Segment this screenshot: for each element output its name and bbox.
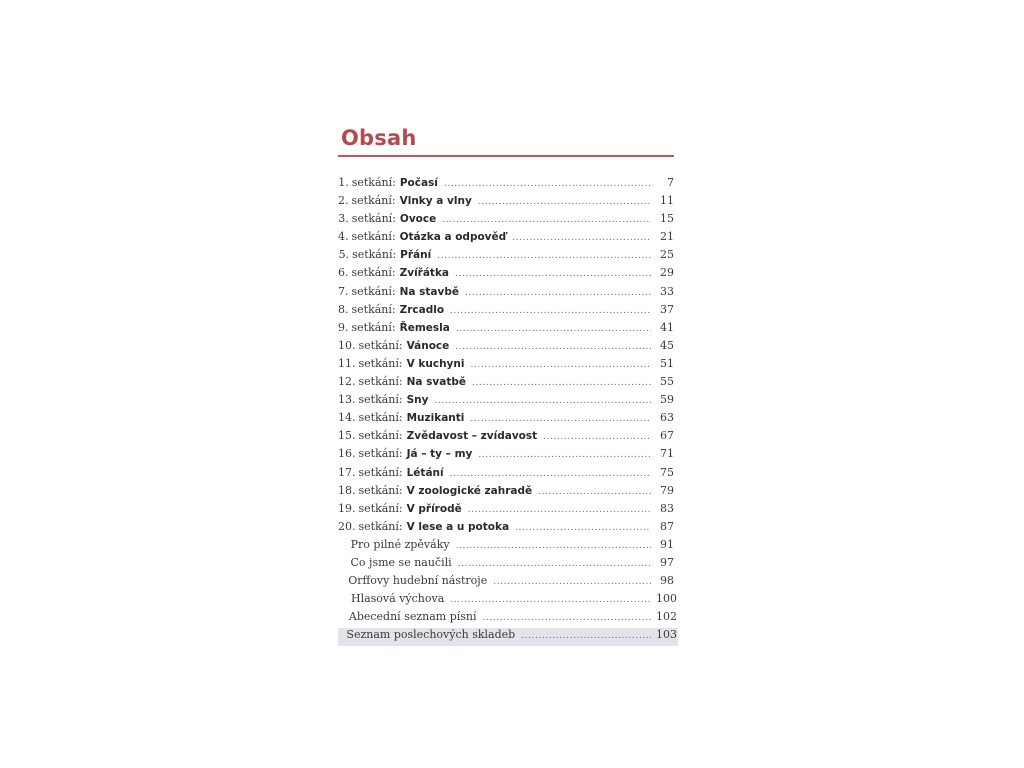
toc-entry[interactable] [338, 466, 678, 484]
entry-title: Vánoce [406, 339, 450, 352]
entry-title: Ovoce [399, 213, 437, 226]
toc-entry[interactable] [338, 194, 678, 212]
entry-prefix: setkání: [358, 393, 403, 407]
entry-page: 41 [660, 320, 674, 334]
entry-number: 13. [338, 393, 356, 407]
entry-number: 6. [338, 266, 349, 280]
entry-prefix: setkání: [352, 248, 397, 262]
entry-page: 75 [660, 465, 674, 479]
dot-leader [521, 631, 651, 641]
entry-page: 59 [660, 393, 674, 407]
entry-page: 37 [660, 302, 674, 316]
entry-prefix: setkání: [358, 447, 403, 461]
entry-title: Co jsme se naučili [350, 555, 452, 569]
entry-prefix: setkání: [351, 194, 396, 208]
toc-entry[interactable] [338, 393, 678, 411]
entry-title: V přírodě [406, 502, 462, 515]
entry-page: 97 [660, 555, 674, 569]
entry-page: 33 [660, 284, 674, 298]
entry-title: Zrcadlo [399, 303, 445, 316]
entry-page: 29 [660, 266, 674, 280]
toc-entry[interactable] [338, 502, 678, 520]
entry-page: 15 [660, 212, 674, 226]
entry-page: 7 [667, 176, 674, 189]
entry-number: 2. [338, 194, 349, 208]
entry-page: 25 [660, 248, 674, 262]
entry-page: 11 [660, 194, 674, 208]
entry-prefix: setkání: [358, 338, 403, 352]
entry-page: 51 [660, 356, 674, 370]
entry-title: Přání [400, 249, 432, 262]
dot-leader [450, 469, 651, 479]
toc-entry[interactable] [338, 484, 678, 502]
toc-entry[interactable] [338, 429, 678, 447]
toc-entry[interactable] [338, 447, 678, 465]
table-of-contents [338, 124, 678, 642]
toc-entry-appendix[interactable] [338, 628, 678, 646]
entry-prefix: setkání: [351, 302, 396, 316]
entry-title: Počasí [399, 177, 438, 189]
toc-entry-appendix[interactable] [338, 592, 678, 610]
dot-leader [444, 179, 651, 189]
entry-number: 12. [338, 375, 356, 389]
entry-title: Létání [406, 466, 444, 479]
entry-page: 87 [660, 519, 674, 533]
entry-prefix: setkání: [351, 176, 396, 189]
entry-title: Na svatbě [406, 376, 466, 389]
dot-leader [455, 342, 651, 352]
entry-number: 20. [338, 519, 356, 533]
entry-number: 9. [338, 320, 349, 334]
toc-entry[interactable] [338, 321, 678, 339]
toc-entry[interactable] [338, 266, 678, 284]
dot-leader [456, 324, 651, 334]
toc-entry[interactable] [338, 411, 678, 429]
title-rule [338, 155, 674, 157]
dot-leader [493, 577, 651, 587]
entry-title: Hlasová výchova [350, 592, 445, 606]
toc-entry[interactable] [338, 339, 678, 357]
dot-leader [450, 595, 651, 605]
dot-leader [458, 559, 651, 569]
dot-leader [515, 523, 651, 533]
entry-page: 100 [656, 592, 677, 606]
entry-prefix: setkání: [358, 429, 403, 443]
dot-leader [456, 541, 651, 551]
entry-title: Seznam poslechových skladeb [346, 628, 516, 642]
entry-number: 15. [338, 429, 356, 443]
entry-title: Já – ty – my [406, 448, 473, 461]
entry-number: 3. [338, 212, 349, 226]
toc-entry[interactable] [338, 248, 678, 266]
entry-number: 7. [338, 284, 349, 298]
toc-entry[interactable] [338, 357, 678, 375]
entry-title: Zvědavost – zvídavost [406, 430, 538, 443]
dot-leader [442, 215, 651, 225]
entry-page: 102 [656, 610, 677, 624]
entry-prefix: setkání: [351, 284, 396, 298]
entry-prefix: setkání: [358, 465, 403, 479]
entry-prefix: setkání: [358, 375, 403, 389]
entry-number: 1. [338, 176, 349, 189]
toc-entry[interactable] [338, 285, 678, 303]
toc-entry-appendix[interactable] [338, 574, 678, 592]
toc-entry[interactable] [338, 520, 678, 538]
entry-prefix: setkání: [358, 483, 403, 497]
entry-prefix: setkání: [351, 266, 396, 280]
toc-entry[interactable] [338, 375, 678, 393]
dot-leader [450, 306, 651, 316]
entry-title: Na stavbě [399, 285, 459, 298]
dot-leader [512, 233, 651, 243]
entry-page: 71 [660, 447, 674, 461]
entry-page: 21 [660, 230, 674, 244]
dot-leader [465, 288, 651, 298]
entry-number: 4. [338, 230, 349, 244]
entry-number: 11. [338, 356, 356, 370]
entry-prefix: setkání: [358, 519, 403, 533]
entry-prefix: setkání: [358, 501, 403, 515]
toc-entry[interactable] [338, 303, 678, 321]
entry-number: 14. [338, 411, 356, 425]
entry-prefix: setkání: [358, 356, 403, 370]
entry-page: 55 [660, 375, 674, 389]
entry-page: 63 [660, 411, 674, 425]
entry-page: 103 [656, 628, 677, 642]
entry-title: Sny [406, 394, 429, 407]
toc-entry-appendix[interactable] [338, 610, 678, 628]
entry-title: V kuchyni [406, 357, 465, 370]
dot-leader [538, 487, 651, 497]
entry-number: 17. [338, 465, 356, 479]
entry-number: 8. [338, 302, 349, 316]
toc-title: Obsah [341, 126, 417, 150]
toc-entry[interactable] [338, 230, 678, 248]
dot-leader [437, 251, 651, 261]
toc-entry-appendix[interactable] [338, 556, 678, 574]
entry-page: 83 [660, 501, 674, 515]
dot-leader [435, 396, 652, 406]
toc-entry-appendix[interactable] [338, 538, 678, 556]
entry-title: Muzikanti [406, 412, 465, 425]
entry-prefix: setkání: [351, 230, 396, 244]
dot-leader [455, 269, 651, 279]
entry-number: 16. [338, 447, 356, 461]
dot-leader [472, 378, 651, 388]
entry-number: 18. [338, 483, 356, 497]
entry-page: 98 [660, 574, 674, 588]
dot-leader [483, 613, 651, 623]
entry-title: V zoologické zahradě [406, 484, 533, 497]
entry-title: V lese a u potoka [406, 520, 510, 533]
dot-leader [478, 450, 651, 460]
entry-title: Vlnky a vlny [399, 195, 472, 208]
entry-number: 5. [338, 248, 350, 262]
entry-title: Zvířátka [399, 267, 450, 280]
entry-page: 91 [660, 537, 674, 551]
dot-leader [543, 432, 651, 442]
entry-page: 45 [660, 338, 674, 352]
entry-prefix: setkání: [358, 411, 403, 425]
entry-title: Pro pilné zpěváky [350, 537, 450, 551]
dot-leader [478, 197, 651, 207]
entry-title: Řemesla [399, 321, 450, 334]
entry-title: Orffovy hudební nástroje [348, 574, 488, 588]
entry-prefix: setkání: [351, 320, 396, 334]
entry-prefix: setkání: [351, 212, 396, 226]
entry-page: 79 [660, 483, 674, 497]
entry-page: 67 [660, 429, 674, 443]
toc-entry[interactable] [338, 176, 678, 194]
toc-entries [338, 176, 678, 646]
toc-entry[interactable] [338, 212, 678, 230]
dot-leader [470, 414, 651, 424]
dot-leader [468, 505, 651, 515]
entry-title: Otázka a odpověď [399, 231, 507, 244]
entry-title: Abecední seznam písní [348, 610, 477, 624]
entry-number: 19. [338, 501, 356, 515]
dot-leader [470, 360, 651, 370]
entry-number: 10. [338, 338, 356, 352]
